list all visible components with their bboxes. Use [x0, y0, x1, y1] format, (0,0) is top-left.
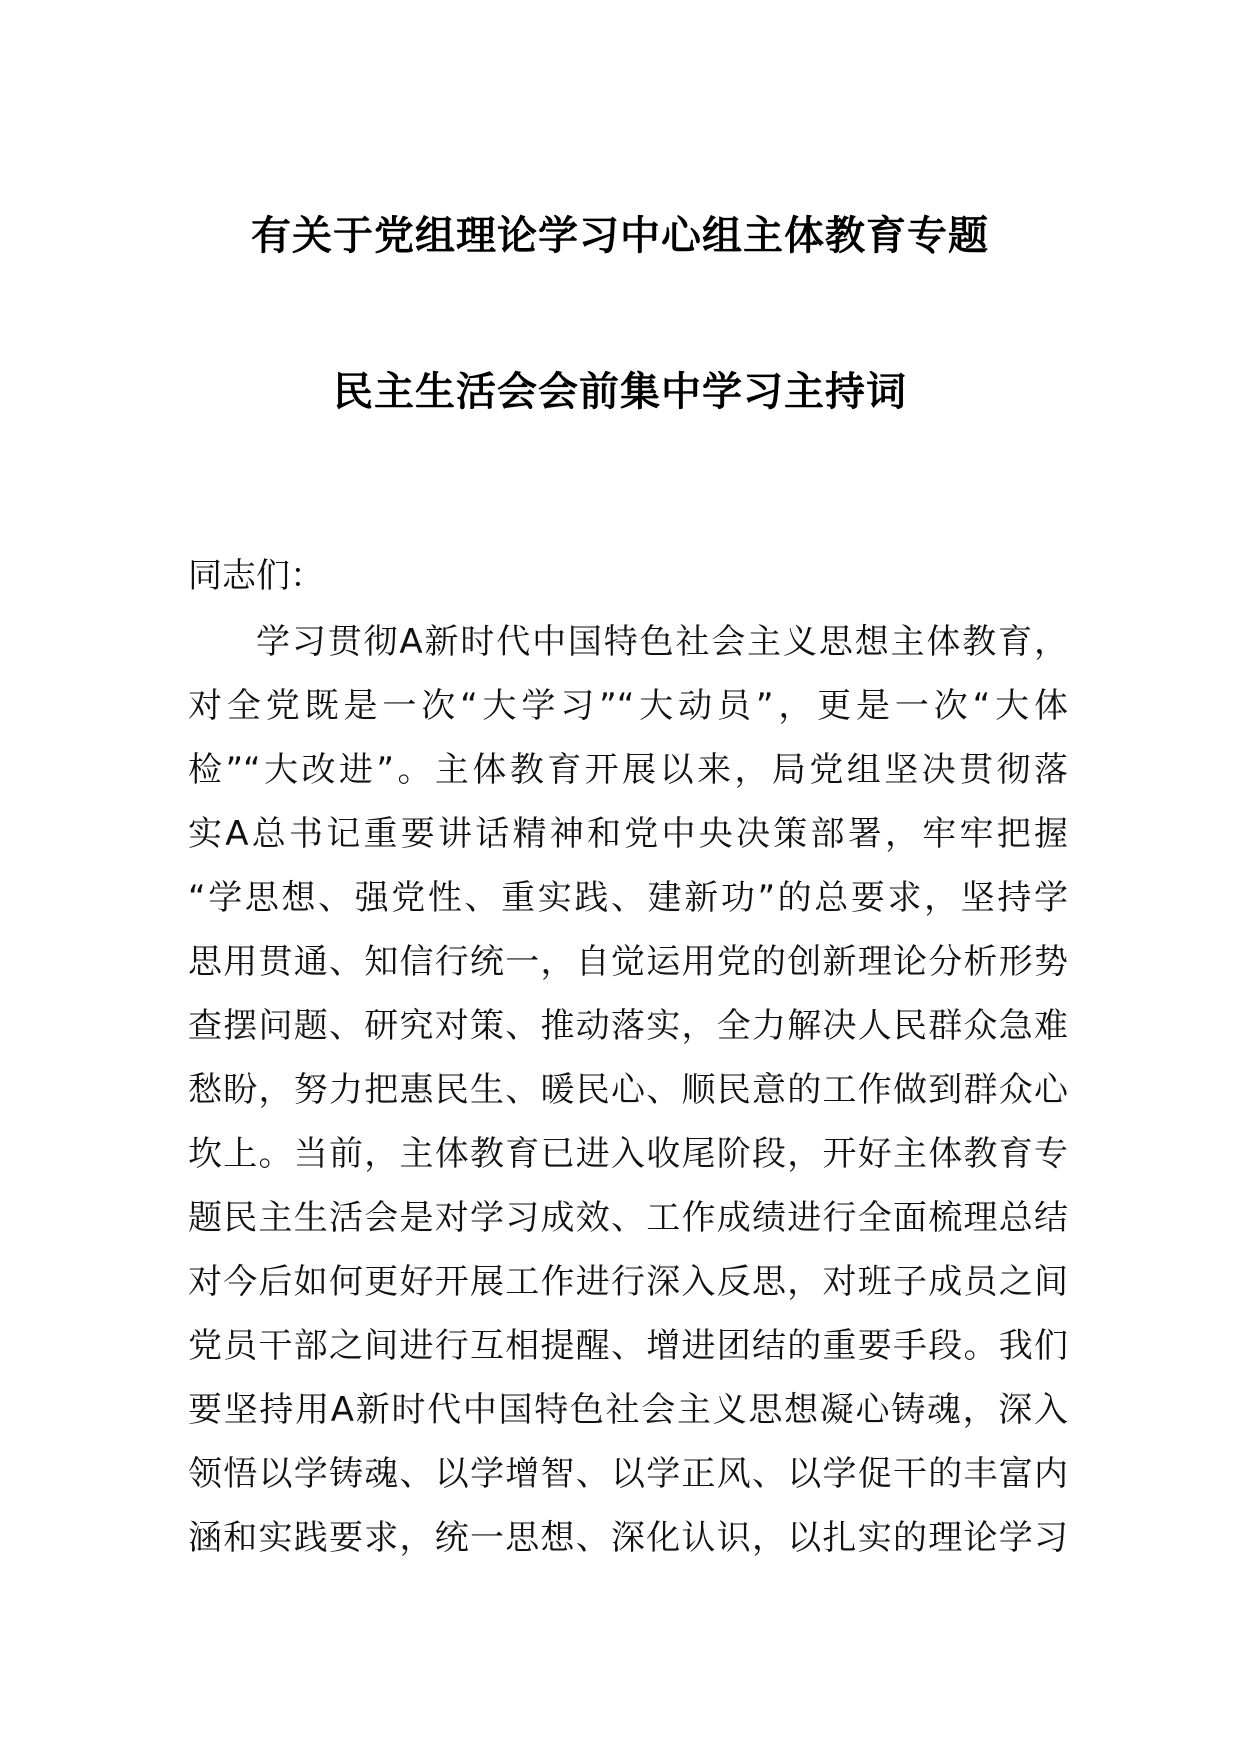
greeting: 同志们： — [188, 556, 324, 596]
document-title-line-1: 有关于党组理论学习中心组主体教育专题 — [251, 213, 989, 259]
document-title-line-2: 民主生活会会前集中学习主持词 — [333, 369, 907, 415]
paragraph-line: 要坚持用A新时代中国特色社会主义思想凝心铸魂，深入 — [188, 1390, 1068, 1430]
paragraph-line: 检”“大改进”。主体教育开展以来，局党组坚决贯彻落 — [188, 750, 1068, 790]
paragraph-line: 题民主生活会是对学习成效、工作成绩进行全面梳理总结 — [188, 1198, 1068, 1238]
paragraph-line: 坎上。当前，主体教育已进入收尾阶段，开好主体教育专 — [188, 1134, 1068, 1174]
body-paragraph — [188, 610, 1068, 1570]
paragraph-line: 对全党既是一次“大学习”“大动员”，更是一次“大体 — [188, 686, 1068, 726]
paragraph-line: 愁盼，努力把惠民生、暖民心、顺民意的工作做到群众心 — [188, 1070, 1068, 1110]
paragraph-line: 实A总书记重要讲话精神和党中央决策部署，牢牢把握 — [188, 814, 1068, 854]
paragraph-line: 党员干部之间进行互相提醒、增进团结的重要手段。我们 — [188, 1326, 1068, 1366]
paragraph-line: 涵和实践要求，统一思想、深化认识，以扎实的理论学习 — [188, 1518, 1068, 1558]
paragraph-line: 查摆问题、研究对策、推动落实，全力解决人民群众急难 — [188, 1006, 1068, 1046]
paragraph-line: 领悟以学铸魂、以学增智、以学正风、以学促干的丰富内 — [188, 1454, 1068, 1494]
paragraph-line: 思用贯通、知信行统一，自觉运用党的创新理论分析形势 — [188, 942, 1068, 982]
paragraph-line: 学习贯彻A新时代中国特色社会主义思想主体教育， — [256, 622, 1068, 662]
paragraph-line: 对今后如何更好开展工作进行深入反思，对班子成员之间 — [188, 1262, 1068, 1302]
paragraph-line: “学思想、强党性、重实践、建新功”的总要求，坚持学 — [188, 878, 1068, 918]
